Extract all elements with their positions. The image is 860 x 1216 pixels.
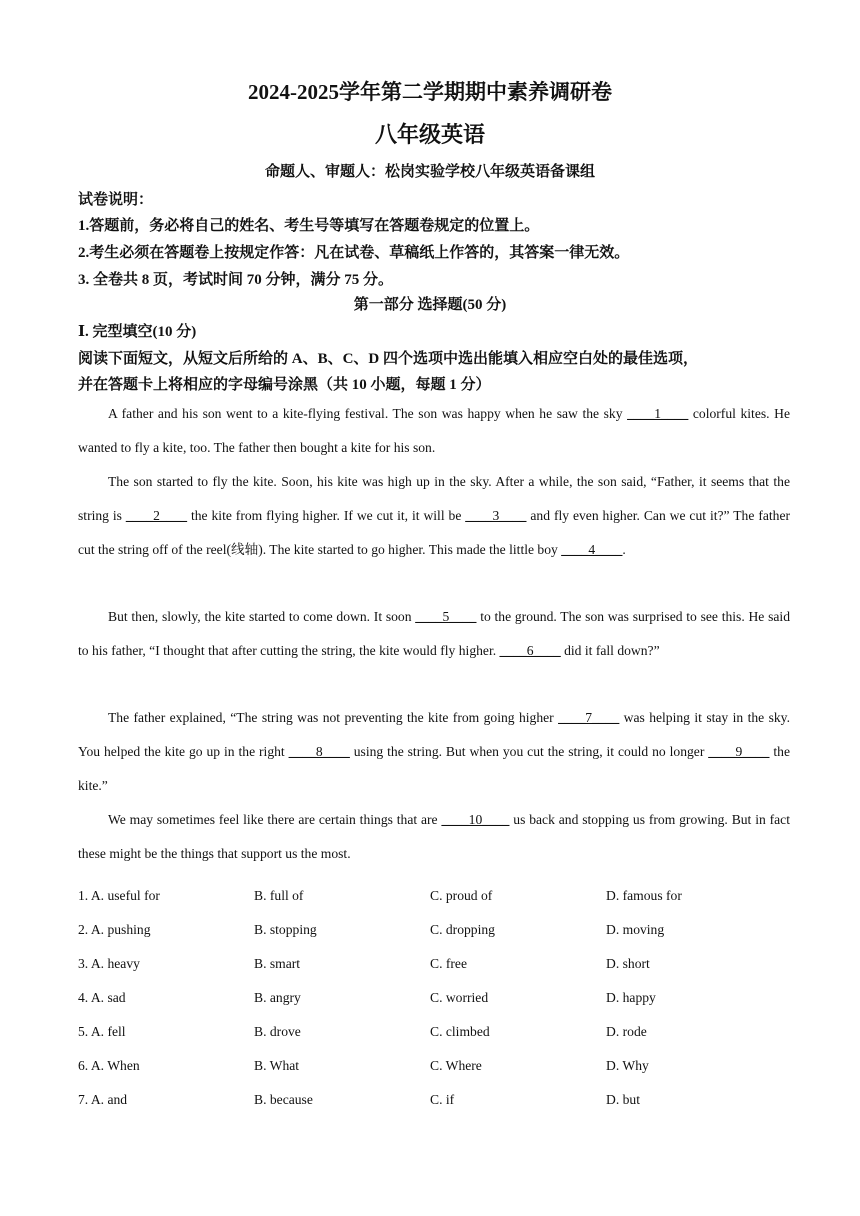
instruction-item: 3. 全卷共 8 页，考试时间 70 分钟，满分 75 分。 — [78, 272, 394, 288]
option-a: 4. A. sad — [78, 990, 126, 1005]
passage-paragraph-4: The father explained, “The string was not preventing the kite from going higher ____7____ was helping it stay in the sky. You helped the kite go up in the right ____8____ using the string. But when you cut the string, it could no longer ____9____ the kite.” — [78, 710, 790, 793]
blank-6: ____6____ — [499, 642, 561, 658]
question-row — [78, 1092, 790, 1126]
option-d: D. Why — [606, 1058, 649, 1073]
options-list — [78, 888, 790, 1126]
instructions-heading: 试卷说明： — [78, 192, 154, 208]
option-a: 3. A. heavy — [78, 956, 140, 971]
part-title: 第一部分 选择题(50 分) — [353, 297, 507, 313]
option-c: C. if — [430, 1092, 455, 1107]
exam-title: 2024-2025学年第二学期期中素养调研卷 — [248, 80, 612, 104]
passage-paragraph-1: A father and his son went to a kite-flying festival. The son was happy when he saw the sky ____1____ colorful kites. He wanted to fly a kite, too. The father then bought a kite for his son. — [78, 406, 790, 455]
question-row — [78, 1024, 790, 1058]
blank-8: ____8____ — [288, 743, 350, 759]
option-b: B. because — [254, 1092, 313, 1107]
option-d: D. happy — [606, 990, 656, 1005]
instruction-item: 1.答题前，务必将自己的姓名、考生号等填写在答题卷规定的位置上。 — [78, 218, 540, 234]
exam-subtitle: 八年级英语 — [374, 122, 485, 147]
section-title: Ⅰ. 完型填空(10 分) — [78, 324, 197, 340]
option-c: C. climbed — [430, 1024, 490, 1039]
question-row — [78, 922, 790, 956]
option-b: B. smart — [254, 956, 301, 971]
option-c: C. Where — [430, 1058, 482, 1073]
blank-5: ____5____ — [415, 609, 477, 624]
option-c: C. free — [430, 956, 467, 971]
blank-10: ____10____ — [441, 812, 510, 827]
option-d: D. moving — [606, 922, 665, 937]
passage-paragraph-3: But then, slowly, the kite started to come down. It soon ____5____ to the ground. The son was surprised to see this. He said to his father, “I thought that after cutting the string, the kite would fly higher. ____6____ did it fall down?” — [78, 609, 790, 658]
option-d: D. short — [606, 956, 650, 971]
option-c: C. proud of — [430, 888, 493, 903]
question-row — [78, 990, 790, 1024]
option-d: D. famous for — [606, 888, 682, 903]
blank-9: ____9____ — [708, 743, 770, 759]
question-row — [78, 888, 790, 922]
option-d: D. but — [606, 1092, 640, 1107]
option-b: B. stopping — [254, 922, 317, 937]
passage-paragraph-2: The son started to fly the kite. Soon, his kite was high up in the sky. After a while, the son said, “Father, it seems that the string is ____2____ the kite from flying higher. If we cut it, it will be ____3____ and fly even higher. Can we cut it?” The father cut the string off of the reel(线轴). The kite started to go higher. This made the little boy ____4____. — [78, 474, 791, 557]
instruction-item: 2.考生必须在答题卷上按规定作答：凡在试卷、草稿纸上作答的，其答案一律无效。 — [78, 245, 630, 261]
section-directions: 阅读下面短文，从短文后所给的 A、B、C、D 四个选项中选出能填入相应空白处的最佳选项， — [78, 351, 699, 367]
option-a: 5. A. fell — [78, 1024, 126, 1039]
question-row — [78, 956, 790, 990]
blank-3: ____3____ — [465, 507, 527, 523]
option-b: B. What — [254, 1058, 300, 1073]
blank-4: ____4____ — [561, 541, 623, 557]
exam-authors: 命题人、审题人：松岗实验学校八年级英语备课组 — [264, 164, 595, 180]
option-b: B. angry — [254, 990, 301, 1005]
option-a: 1. A. useful for — [78, 888, 160, 903]
option-a: 7. A. and — [78, 1092, 128, 1107]
passage-paragraph-5: We may sometimes feel like there are certain things that are ____10____ us back and stopping us from growing. But in fact these might be the things that support us the most. — [78, 812, 790, 861]
option-a: 2. A. pushing — [78, 922, 151, 937]
section-directions: 并在答题卡上将相应的字母编号涂黑（共 10 小题，每题 1 分） — [78, 377, 491, 393]
option-a: 6. A. When — [78, 1058, 140, 1073]
option-b: B. full of — [254, 888, 304, 903]
option-c: C. dropping — [430, 922, 495, 937]
question-row — [78, 1058, 790, 1092]
option-b: B. drove — [254, 1024, 301, 1039]
option-c: C. worried — [430, 990, 489, 1005]
blank-2: ____2____ — [125, 507, 188, 523]
blank-1: ____1____ — [627, 406, 689, 421]
option-d: D. rode — [606, 1024, 647, 1039]
blank-7: ____7____ — [558, 710, 620, 725]
